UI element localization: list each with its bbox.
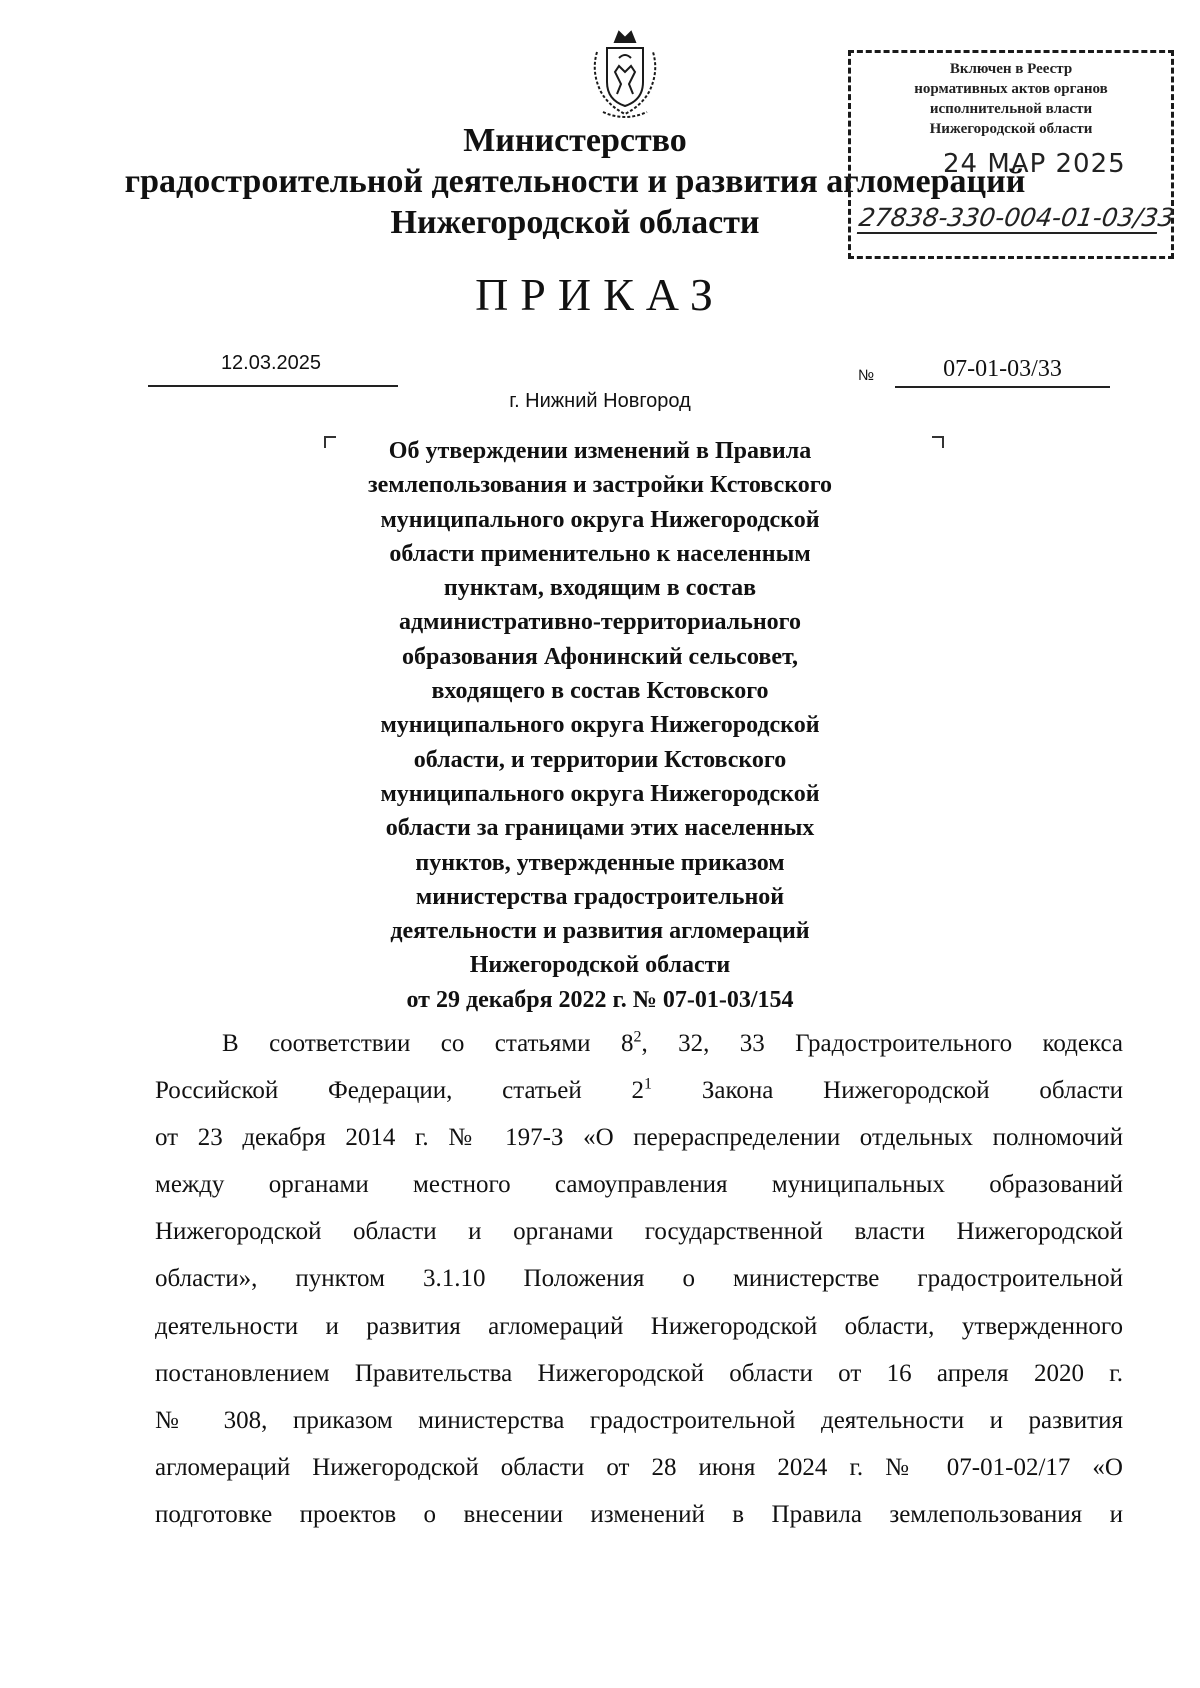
body-text-segment: Закона Нижегородской области xyxy=(652,1077,1123,1105)
subject-line: области применительно к населенным xyxy=(389,540,811,567)
stamp-line: нормативных актов органов xyxy=(914,81,1108,97)
ministry-line: Нижегородской области xyxy=(390,204,760,241)
subject-line: землепользования и застройки Кстовского xyxy=(367,472,833,499)
stamp-date: 24 МАР 2025 xyxy=(943,149,1126,179)
subject-line: муниципального округа Нижегородской xyxy=(380,780,820,807)
subject-line: от 29 декабря 2022 г. № 07-01-03/154 xyxy=(406,986,794,1013)
document-city: г. Нижний Новгород xyxy=(509,390,691,412)
subject-line: образования Афонинский сельсовет, xyxy=(402,643,798,670)
body-text-segment: В соответствии со статьями 8 xyxy=(222,1030,634,1057)
body-line xyxy=(155,1067,1123,1114)
subject-line: пунктам, входящим в состав xyxy=(443,575,757,602)
subject-line: муниципального округа Нижегородской xyxy=(380,712,820,739)
ministry-line: Министерство xyxy=(463,122,687,159)
stamp-registration-number: 27838-330-004-01-03/33 xyxy=(857,203,1177,232)
subject-line: области за границами этих населенных xyxy=(385,815,815,842)
subject-corner-right xyxy=(932,436,944,448)
coat-of-arms-emblem xyxy=(585,28,665,124)
body-line: от 23 декабря 2014 г. № 197-З «О перераспределении отдельных полномочий xyxy=(155,1124,1123,1152)
body-line: постановлением Правительства Нижегородской области от 16 апреля 2020 г. xyxy=(155,1359,1123,1387)
number-label: № xyxy=(858,367,875,384)
stamp-line: исполнительной власти xyxy=(929,101,1093,117)
subject-line: муниципального округа Нижегородской xyxy=(380,506,820,533)
body-line: деятельности и развития агломераций Нижегородской области, утвержденного xyxy=(155,1312,1123,1340)
body-paragraph xyxy=(155,1020,1123,1538)
superscript: 1 xyxy=(644,1075,653,1093)
stamp-line: Включен в Реестр xyxy=(949,61,1073,77)
registry-stamp xyxy=(848,50,1177,259)
subject-line: входящего в состав Кстовского xyxy=(431,678,769,705)
document-number: 07-01-03/33 xyxy=(943,356,1062,382)
body-line: между органами местного самоуправления муниципальных образований xyxy=(155,1171,1123,1199)
subject-line: министерства градостроительной xyxy=(415,883,785,910)
body-line: № 308, приказом министерства градостроительной деятельности и развития xyxy=(155,1406,1123,1434)
subject-line: административно-территориального xyxy=(399,609,801,636)
ministry-line: градостроительной деятельности и развития агломераций xyxy=(124,163,1026,200)
document-title: ПРИКАЗ xyxy=(475,269,725,320)
body-text-segment: , 32, 33 Градостроительного кодекса xyxy=(641,1030,1123,1057)
body-line xyxy=(155,1020,1123,1067)
number-underline xyxy=(895,386,1110,388)
body-line: области», пунктом 3.1.10 Положения о министерстве градостроительной xyxy=(155,1265,1123,1293)
stamp-line: Нижегородской области xyxy=(929,121,1093,137)
superscript: 2 xyxy=(633,1028,642,1046)
document-date: 12.03.2025 xyxy=(220,352,322,374)
body-line: Нижегородской области и органами государственной власти Нижегородской xyxy=(155,1218,1123,1246)
body-text-segment: Российской Федерации, статьей 2 xyxy=(155,1077,645,1105)
subject-line: деятельности и развития агломераций xyxy=(390,918,810,945)
subject-line: области, и территории Кстовского xyxy=(413,746,787,773)
document-subject xyxy=(300,434,900,1017)
stamp-text xyxy=(851,59,1171,139)
body-line: подготовке проектов о внесении изменений в Правила землепользования и xyxy=(155,1500,1123,1528)
subject-line: Об утверждении изменений в Правила xyxy=(388,438,812,464)
date-underline xyxy=(148,385,398,387)
subject-line: Нижегородской области xyxy=(469,952,731,979)
body-line: агломераций Нижегородской области от 28 июня 2024 г. № 07-01-02/17 «О xyxy=(155,1453,1123,1481)
subject-line: пунктов, утвержденные приказом xyxy=(415,849,785,876)
